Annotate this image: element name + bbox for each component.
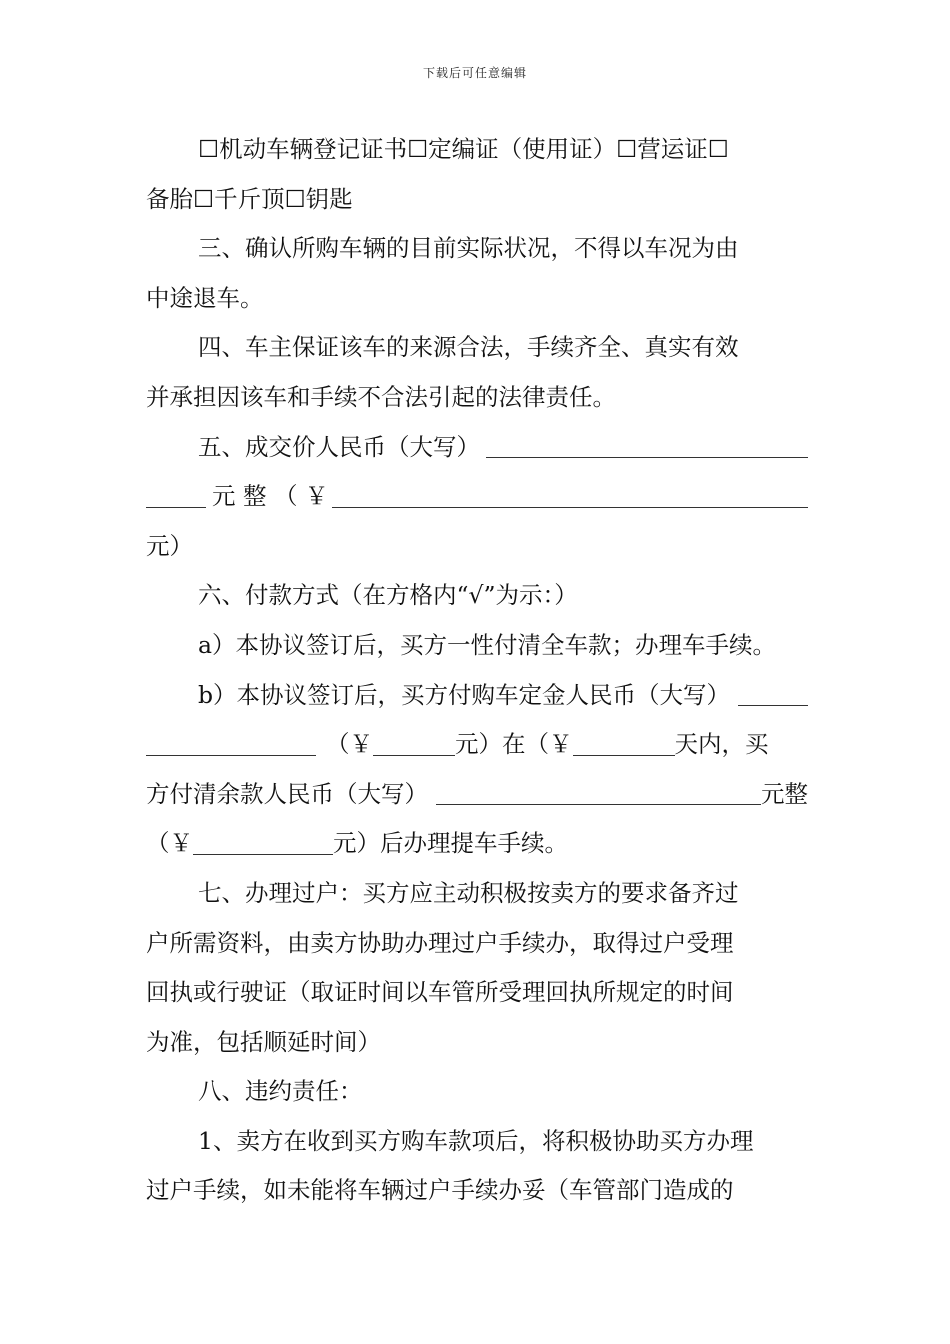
balance-label: 方付清余款人民币（大写） (146, 779, 428, 808)
deposit-blank[interactable] (738, 704, 808, 706)
price-blank[interactable] (146, 506, 206, 508)
deposit-yen-label: （￥ (326, 730, 373, 759)
price-label: 五、成交价人民币（大写） (198, 432, 480, 461)
doc-line: 中途退车。 (146, 283, 264, 312)
doc-line: 过户手续，如未能将车辆过户手续办妥（车管部门造成的 (146, 1176, 734, 1205)
deposit-blank[interactable] (146, 754, 316, 756)
balance-line-2 (146, 819, 808, 869)
price-yuan-label: 元 整 （ ￥ (212, 482, 329, 511)
doc-line: 1、卖方在收到买方购车款项后，将积极协助买方办理 (198, 1126, 754, 1155)
doc-line: 备胎☐千斤顶☐钥匙 (146, 184, 353, 213)
balance-blank[interactable] (436, 803, 761, 805)
doc-line: 户所需资料，由卖方协助办理过户手续办，取得过户受理 (146, 928, 734, 957)
doc-line: 四、车主保证该车的来源合法，手续齐全、真实有效 (198, 333, 739, 362)
doc-line: 并承担因该车和手续不合法引起的法律责任。 (146, 382, 616, 411)
price-blank[interactable] (486, 456, 808, 458)
doc-line: 七、办理过户：买方应主动积极按卖方的要求备齐过 (198, 878, 739, 907)
balance-line (146, 770, 808, 820)
deposit-days-label: 元）在（￥ (455, 730, 573, 759)
doc-line: 回执或行驶证（取证时间以车管所受理回执所规定的时间 (146, 978, 734, 1007)
price-line-2 (146, 472, 808, 522)
balance-yuan-label: 元整 (761, 779, 808, 808)
deposit-label: b）本协议签订后，买方付购车定金人民币（大写） (198, 680, 731, 709)
days-blank[interactable] (573, 754, 675, 756)
pickup-label: 元）后办理提车手续。 (333, 829, 568, 858)
doc-line: ☐机动车辆登记证书☐定编证（使用证）☐营运证☐ (198, 135, 729, 163)
deposit-number-blank[interactable] (373, 754, 455, 756)
doc-line: 为准，包括顺延时间） (146, 1027, 381, 1056)
doc-line: 八、违约责任： (198, 1077, 363, 1106)
deposit-line-2 (146, 720, 808, 770)
doc-line: a）本协议签订后，买方一性付清全车款；办理车手续。 (198, 630, 777, 659)
price-number-blank[interactable] (332, 506, 808, 508)
doc-line: 元） (146, 531, 193, 560)
deposit-line (146, 671, 808, 721)
document-body (146, 125, 808, 1216)
deposit-buyer-label: 天内，买 (674, 730, 769, 759)
price-line (146, 423, 808, 473)
balance-number-blank[interactable] (193, 853, 333, 855)
balance-yen-label: （￥ (146, 829, 193, 858)
page-header: 下载后可任意编辑 (422, 66, 527, 80)
doc-line: 三、确认所购车辆的目前实际状况，不得以车况为由 (198, 234, 739, 263)
doc-line: 六、付款方式（在方格内“√”为示：） (198, 581, 578, 610)
